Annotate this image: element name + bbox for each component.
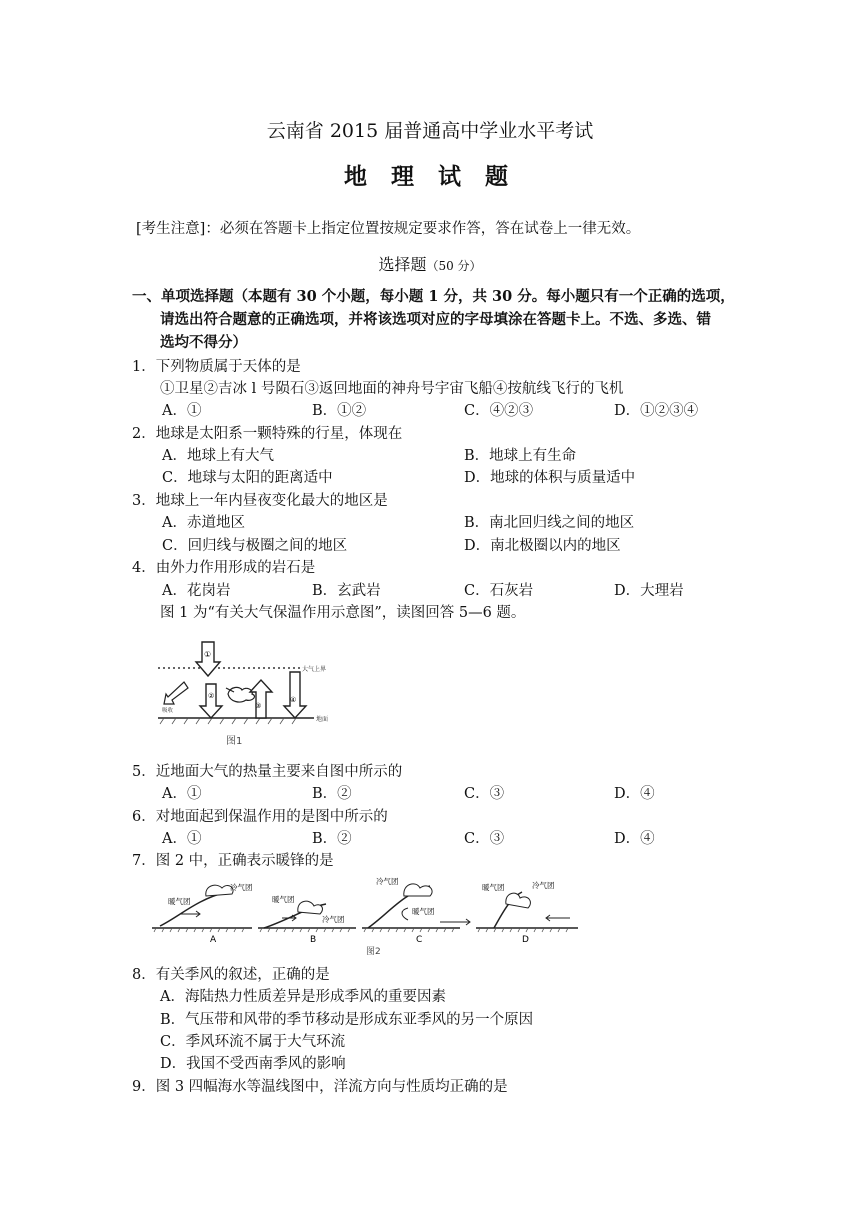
question-2-option-d: D．地球的体积与质量适中 [464,470,636,486]
question-3-option-d: D．南北极圈以内的地区 [464,538,621,554]
panel-d-cold-label: 冷气团 [532,881,555,890]
question-8-option-a: A．海陆热力性质差异是形成季风的重要因素 [160,989,446,1005]
ground-label: 地面 [316,716,329,723]
figure-2-panel-b [258,894,356,945]
question-4-option-a: A．花岗岩 [162,583,231,599]
panel-a-warm-label: 暖气团 [168,897,191,906]
exam-title: 云南省 2015 届普通高中学业水平考试 [266,120,594,142]
atmosphere-top-label: 大气上界 [302,666,327,673]
section-title [0,252,860,275]
panel-b-cold-label: 冷气团 [322,915,345,924]
cloud-icon [228,687,254,702]
question-1-option-d: D．①②③④ [614,403,699,419]
question-8-stem: 8．有关季风的叙述，正确的是 [132,967,330,983]
panel-b-warm-label: 暖气团 [272,895,295,904]
question-3-option-c: C．回归线与极圈之间的地区 [162,538,348,554]
question-8-option-d: D．我国不受西南季风的影响 [160,1056,346,1072]
question-4-option-c: C．石灰岩 [464,583,534,599]
question-1-option-b: B．①② [312,403,367,419]
question-6-option-a: A．① [162,831,202,847]
panel-b-letter: B [310,935,317,945]
arrow-1-mark: ① [204,650,212,659]
part1-heading-line1: 一、单项选择题（本题有 30 个小题，每小题 1 分，共 30 分。每小题只有一个正确的选项， [132,288,735,305]
arrow-4-down [284,672,306,718]
subject-title: 地 理 试 题 [343,163,517,190]
question-3-stem: 3．地球上一年内昼夜变化最大的地区是 [132,493,388,509]
ground-hatching [160,718,296,724]
question-6-option-b: B．② [312,831,352,847]
panel-d-warm-label: 暖气团 [482,883,505,892]
question-1-items: ①卫星②吉冰 l 号陨石③返回地面的神舟号宇宙飞船④按航线飞行的飞机 [160,381,624,397]
question-2-option-c: C．地球与太阳的距离适中 [162,470,333,486]
question-2-stem: 2．地球是太阳系一颗特殊的行星，体现在 [132,426,403,442]
panel-c-warm-label: 暖气团 [412,907,435,916]
part1-heading-line3: 选均不得分） [160,334,247,351]
figure-2-panel-a [152,882,253,945]
arrow-4-mark: ④ [290,696,297,704]
question-6-stem: 6．对地面起到保温作用的是图中所示的 [132,809,388,825]
panel-c-cold-label: 冷气团 [376,877,399,886]
figure-2-panel-c [362,876,470,945]
part1-heading-line2: 请选出符合题意的正确选项，并将该选项对应的字母填涂在答题卡上。不选、多选、错 [160,311,711,328]
question-1-option-a: A．① [162,403,202,419]
figure-2-label: 图2 [366,947,381,956]
section-title-text: 选择题 [378,255,427,274]
panel-d-letter: D [522,935,529,945]
question-5-option-d: D．④ [614,786,655,802]
panel-c-letter: C [416,935,423,945]
panel-a-cold-label: 冷气团 [230,883,253,892]
question-8-option-c: C．季风环流不属于大气环流 [160,1034,346,1050]
question-4-stem: 4．由外力作用形成的岩石是 [132,560,316,576]
absorbed-label: 吸收 [162,708,174,714]
question-5-option-a: A．① [162,786,202,802]
question-5-option-b: B．② [312,786,352,802]
question-6-option-c: C．③ [464,831,505,847]
question-3-option-a: A．赤道地区 [162,515,245,531]
question-4-option-b: B．玄武岩 [312,583,381,599]
question-6-option-d: D．④ [614,831,655,847]
figure1-instruction: 图 1 为“有关大气保温作用示意图”，读图回答 5—6 题。 [160,605,526,621]
question-5-option-c: C．③ [464,786,505,802]
absorbed-arrow [164,682,188,704]
question-9-stem: 9．图 3 四幅海水等温线图中，洋流方向与性质均正确的是 [132,1079,508,1095]
question-2-option-b: B．地球上有生命 [464,448,577,464]
question-2-option-a: A．地球上有大气 [162,448,274,464]
question-5-stem: 5．近地面大气的热量主要来自图中所示的 [132,764,403,780]
arrow-2-down [200,684,222,718]
section-score: （50 分） [426,259,482,273]
figure-1-diagram [154,636,374,748]
question-7-stem: 7．图 2 中，正确表示暖锋的是 [132,853,334,869]
arrow-2-mark: ② [208,692,215,700]
panel-a-letter: A [210,935,217,945]
figure-2-diagram [150,874,590,956]
question-1-option-c: C．④②③ [464,403,534,419]
arrow-1-solar-radiation [196,642,220,676]
question-4-option-d: D．大理岩 [614,583,684,599]
figure-1-label: 图1 [226,736,243,747]
exam-notice: [考生注意]：必须在答题卡上指定位置按规定要求作答，答在试卷上一律无效。 [136,221,641,237]
arrow-3-mark: ③ [255,702,262,710]
figure-2-panel-d [476,880,578,945]
question-3-option-b: B．南北回归线之间的地区 [464,515,635,531]
question-1-stem: 1．下列物质属于天体的是 [132,359,301,375]
question-8-option-b: B．气压带和风带的季节移动是形成东亚季风的另一个原因 [160,1012,534,1028]
